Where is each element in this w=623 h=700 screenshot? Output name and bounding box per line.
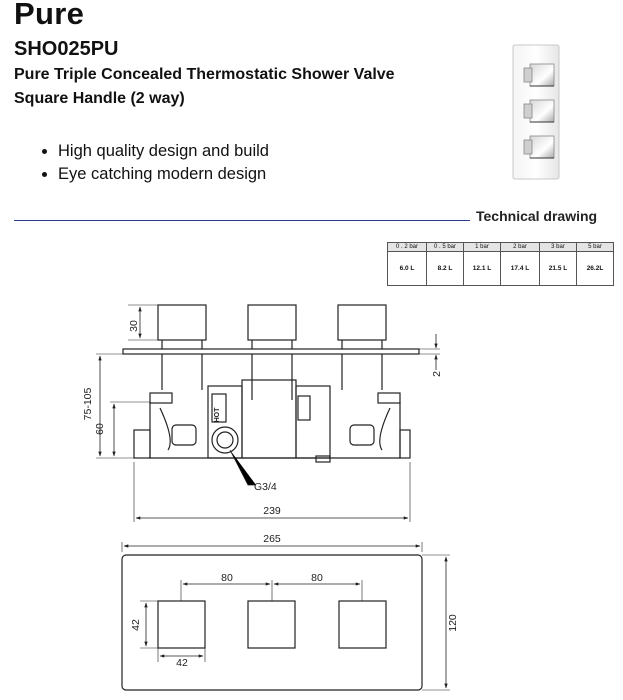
- side-cover-plate: [123, 349, 419, 354]
- pressure-cell: 2 bar: [501, 243, 540, 252]
- flow-rate-table: [387, 242, 614, 286]
- pressure-cell: 3 bar: [540, 243, 577, 252]
- product-photo: [512, 44, 560, 180]
- front-dimensions: [122, 533, 459, 690]
- dim-handle-depth: 30: [128, 320, 140, 332]
- flow-cell: 26.2L: [577, 252, 614, 286]
- dim-plate-width: 265: [263, 533, 281, 545]
- dim-handle-width: 42: [176, 657, 188, 669]
- flow-cell: 8.2 L: [427, 252, 464, 286]
- product-code: SHO025PU: [14, 38, 119, 60]
- flow-table-flow-row: [388, 252, 614, 286]
- hot-label: HOT: [214, 407, 221, 423]
- feature-list: [38, 140, 269, 186]
- front-handle-2: [248, 601, 295, 648]
- dim-body-width: 239: [263, 505, 281, 517]
- dim-body-depth: 60: [94, 423, 106, 435]
- front-handle-3: [339, 601, 386, 648]
- dim-handle-spacing-2: 80: [311, 572, 323, 584]
- front-view: [122, 555, 422, 690]
- dim-plate-height: 120: [447, 614, 459, 632]
- front-handle-1: [158, 601, 205, 648]
- pressure-cell: 0 . 2 bar: [388, 243, 427, 252]
- pressure-cell: 5 bar: [577, 243, 614, 252]
- side-handle-2: [248, 305, 296, 340]
- dim-handle-height: 42: [130, 619, 142, 631]
- pressure-cell: 1 bar: [464, 243, 501, 252]
- side-view: [123, 305, 419, 462]
- side-handle-1: [158, 305, 206, 340]
- product-title-line-2: Square Handle (2 way): [14, 90, 185, 107]
- product-title-line-1: Pure Triple Concealed Thermostatic Shower Valve: [14, 66, 395, 83]
- side-dimensions: [82, 305, 443, 522]
- flow-cell: 6.0 L: [388, 252, 427, 286]
- front-cover-plate: [122, 555, 422, 690]
- section-divider: [14, 220, 470, 221]
- dim-overall-depth: 75-105: [82, 387, 94, 421]
- flow-cell: 21.5 L: [540, 252, 577, 286]
- dim-inlet: G3/4: [254, 481, 277, 493]
- valve-body-outline: [150, 402, 400, 458]
- flow-cell: 12.1 L: [464, 252, 501, 286]
- brand-title: Pure: [14, 0, 85, 31]
- dim-handle-spacing-1: 80: [221, 572, 233, 584]
- flow-cell: 17.4 L: [501, 252, 540, 286]
- feature-item: • Eye catching modern design: [58, 163, 269, 186]
- side-handle-3: [338, 305, 386, 340]
- technical-drawing-heading: Technical drawing: [476, 208, 598, 224]
- flow-table-pressure-row: [388, 243, 614, 252]
- technical-drawing: [0, 290, 623, 700]
- inlet-connector: [212, 427, 238, 453]
- pressure-cell: 0 . 5 bar: [427, 243, 464, 252]
- feature-item: • High quality design and build: [58, 140, 269, 163]
- dim-plate-gap: 2: [431, 371, 443, 377]
